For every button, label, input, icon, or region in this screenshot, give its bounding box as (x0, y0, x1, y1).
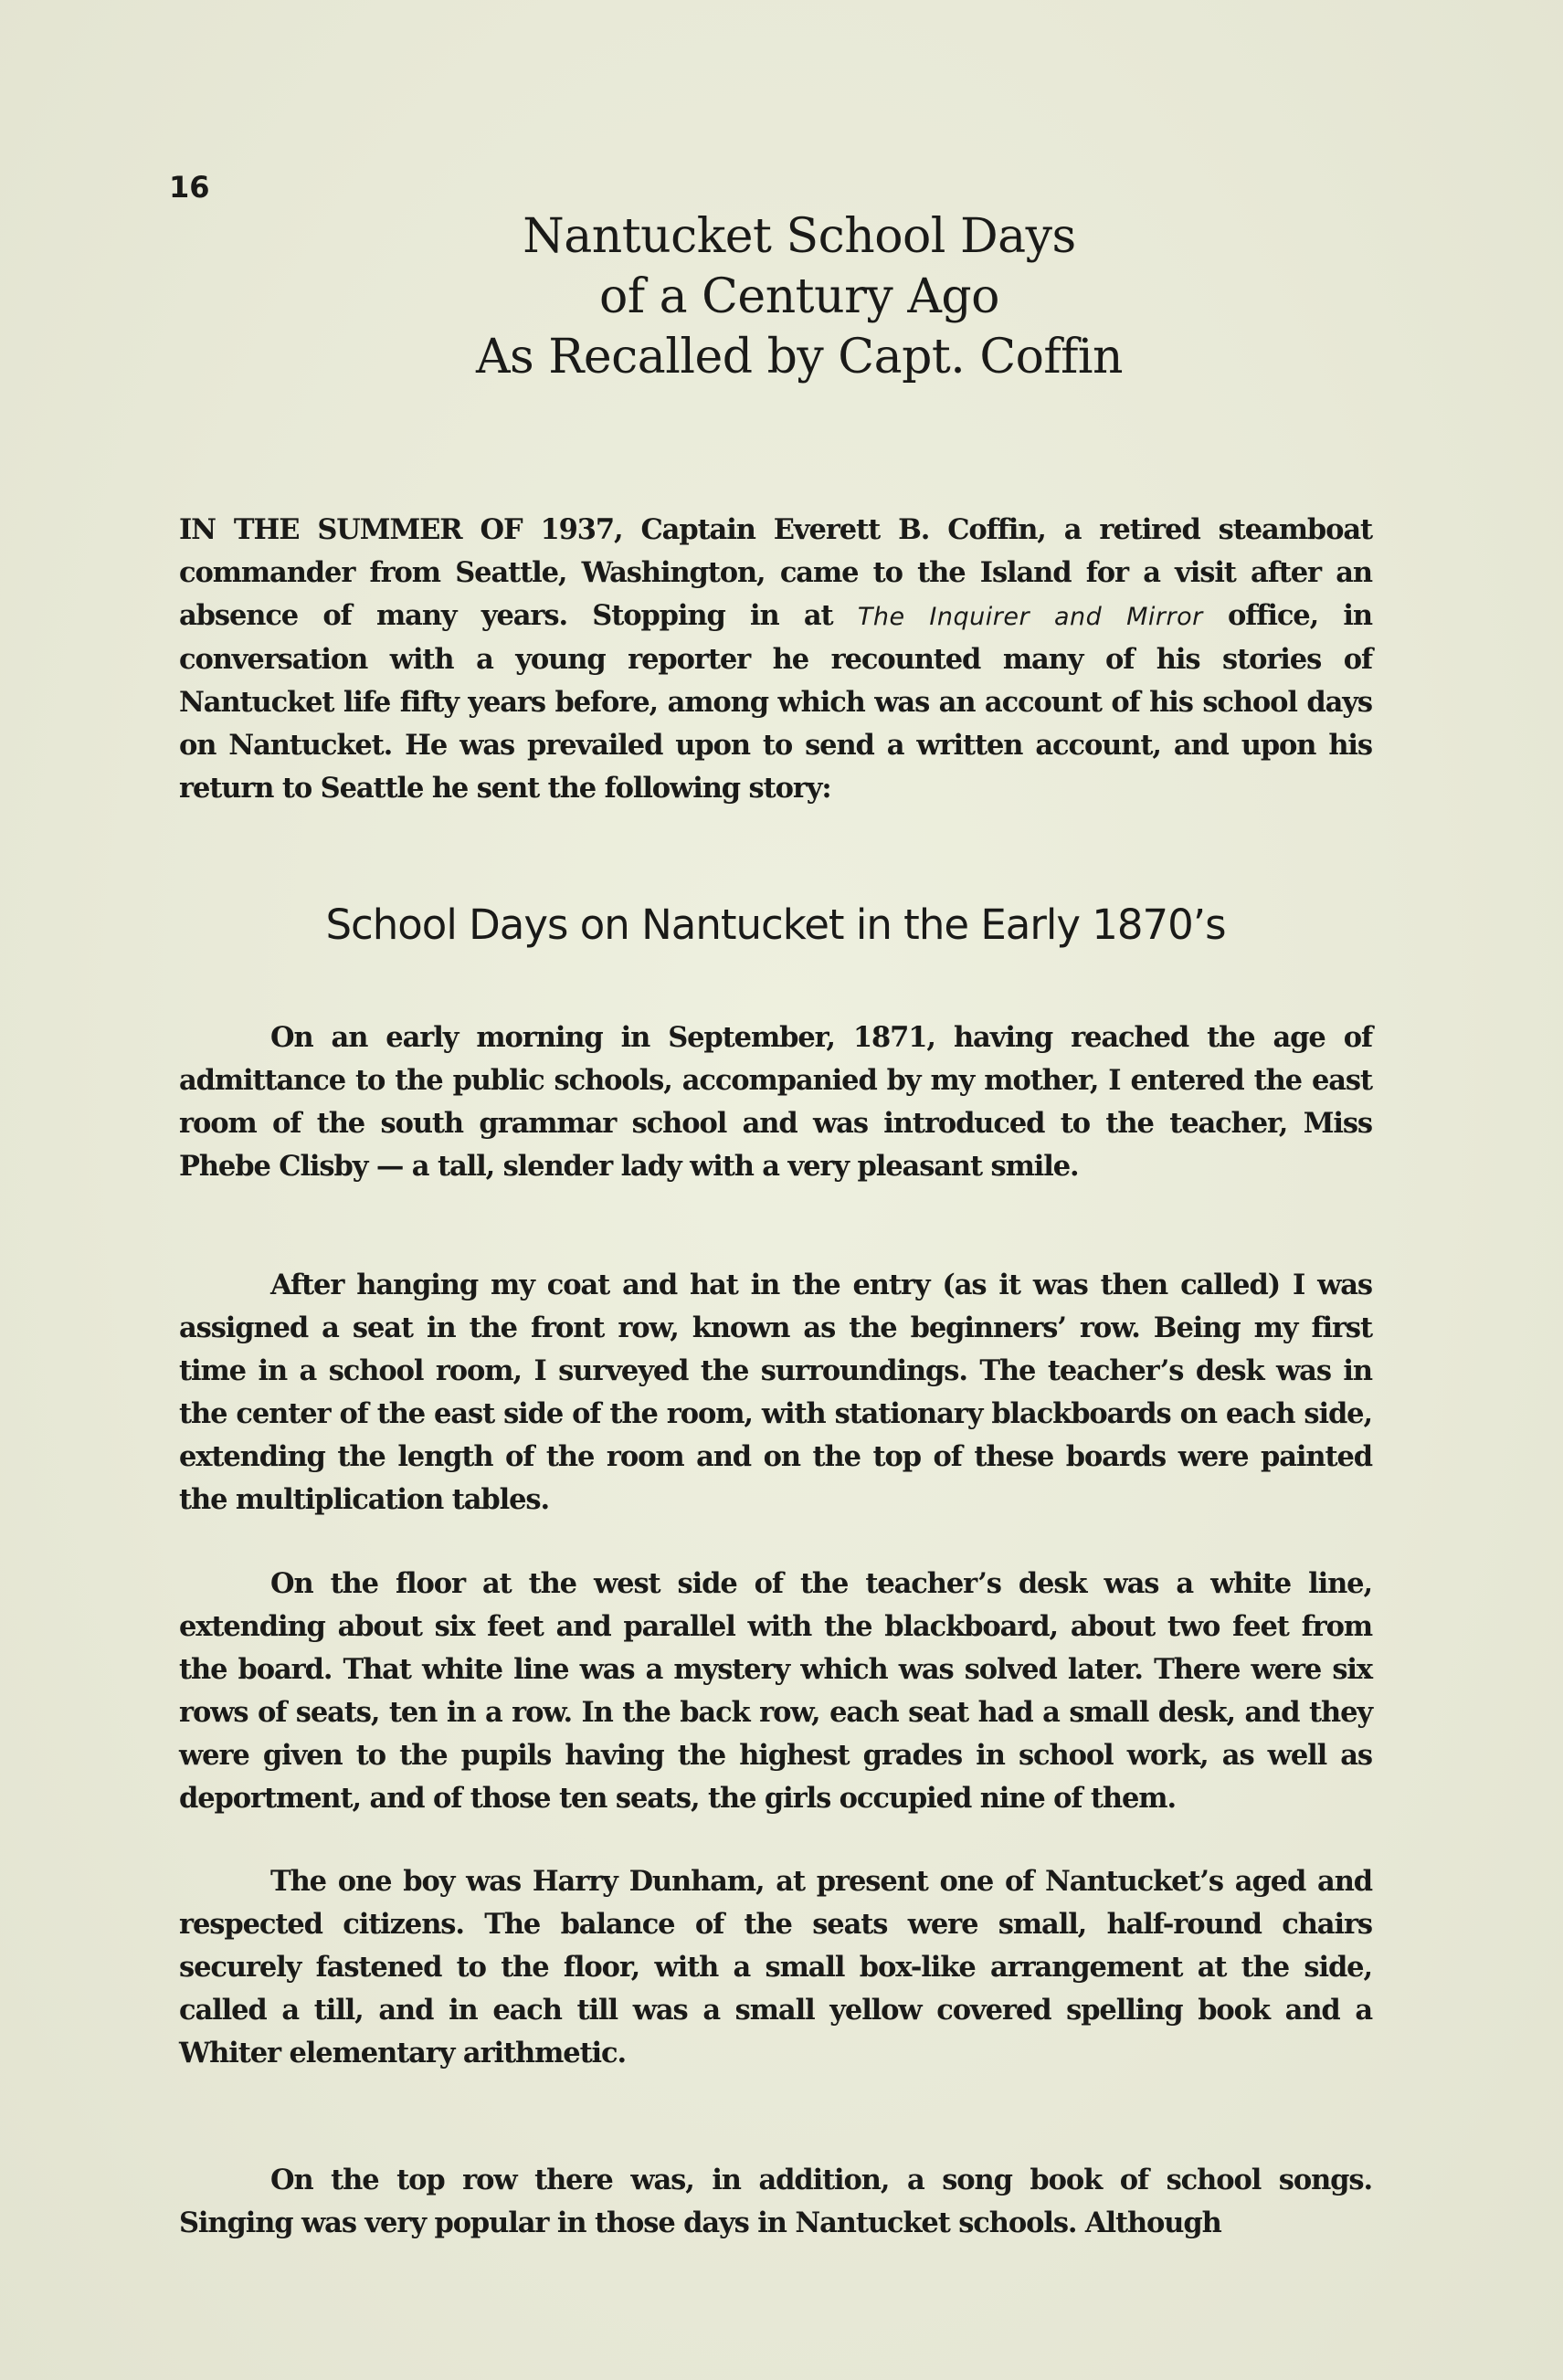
story-paragraph-3: On the floor at the west side of the teacher’s desk was a white line, extending about six feet and parallel with the blackboard, about two feet from the board. That white line was a mystery which was solved later. There were six rows of seats, ten in a row. In the back row, each seat had a small desk, and they were given to the pupils having the highest grades in school work, as well as deportment, and of those ten seats, the girls occupied nine of them. (179, 1567, 1372, 1815)
story-paragraph-4: The one boy was Harry Dunham, at present one of Nantucket’s aged and respected citizens. The balance of the seats were small, half-round chairs securely fastened to the floor, with a small box-like arrangement at the side, called a till, and in each till was a small yellow covered spelling book and a Whiter elementary arithmetic. (179, 1865, 1372, 2069)
intro-text-part-1: IN THE SUMMER OF 1937, Captain Everett B. Coffin, a retired steamboat commander from Seattle, Washington, came to the Island for a visit after an absence of many years. Stopping in at (179, 513, 1372, 632)
publication-name: The Inquirer and Mirror (857, 603, 1203, 631)
article-title (274, 206, 1325, 387)
intro-paragraph (179, 509, 1372, 810)
section-subtitle: School Days on Nantucket in the Early 1870’s (325, 900, 1226, 949)
story-paragraph-2: After hanging my coat and hat in the entry (as it was then called) I was assigned a seat in the front row, known as the beginners’ row. Being my first time in a school room, I surveyed the surroundings. The teacher’s desk was in the center of the east side of the room, with stationary blackboards on each side, extending the length of the room and on the top of these boards were painted the multiplication tables. (179, 1269, 1372, 1516)
story-paragraph-1: On an early morning in September, 1871, having reached the age of admittance to the public schools, accompanied by my mother, I entered the east room of the south grammar school and was introduced to the teacher, Miss Phebe Clisby — a tall, slender lady with a very pleasant smile. (179, 1021, 1372, 1183)
title-line-1: Nantucket School Days (523, 209, 1076, 264)
intro-text-part-2: office, in conversation with a young reporter he recounted many of his stories of Nantucket life fifty years before, among which was an account of his school days on Nantucket. He was prevailed upon to send a written account, and upon his return to Seattle he sent the following story: (179, 599, 1372, 805)
title-line-3: As Recalled by Capt. Coffin (475, 330, 1124, 384)
page-number: 16 (169, 170, 210, 205)
title-line-2: of a Century Ago (599, 269, 999, 324)
story-paragraph-5: On the top row there was, in addition, a song book of school songs. Singing was very popular in those days in Nantucket schools. Although (179, 2164, 1372, 2239)
